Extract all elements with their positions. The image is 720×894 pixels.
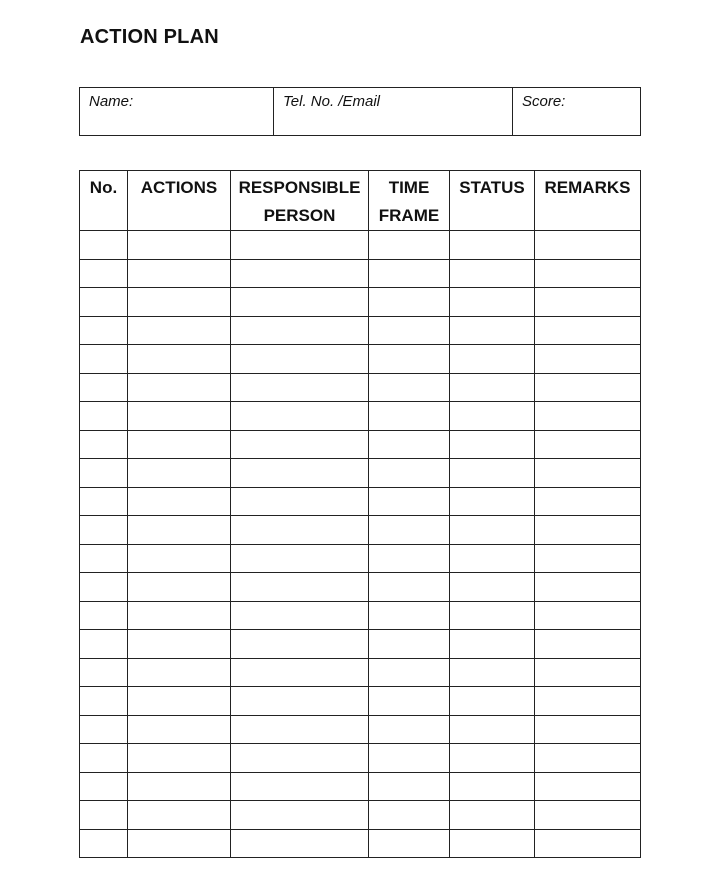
cell-remarks[interactable] — [535, 316, 641, 345]
cell-actions[interactable] — [128, 373, 231, 402]
cell-time-frame[interactable] — [369, 259, 450, 288]
cell-remarks[interactable] — [535, 487, 641, 516]
cell-no[interactable] — [80, 516, 128, 545]
cell-responsible-person[interactable] — [231, 345, 369, 374]
cell-no[interactable] — [80, 630, 128, 659]
cell-no[interactable] — [80, 715, 128, 744]
cell-responsible-person[interactable] — [231, 801, 369, 830]
cell-responsible-person[interactable] — [231, 687, 369, 716]
contact-field[interactable] — [274, 88, 513, 136]
cell-time-frame[interactable] — [369, 658, 450, 687]
cell-no[interactable] — [80, 744, 128, 773]
cell-time-frame[interactable] — [369, 516, 450, 545]
table-row — [80, 544, 641, 573]
cell-actions[interactable] — [128, 601, 231, 630]
cell-status[interactable] — [450, 801, 535, 830]
cell-no[interactable] — [80, 345, 128, 374]
cell-actions[interactable] — [128, 459, 231, 488]
cell-actions[interactable] — [128, 544, 231, 573]
cell-remarks[interactable] — [535, 687, 641, 716]
cell-actions[interactable] — [128, 259, 231, 288]
cell-no[interactable] — [80, 430, 128, 459]
header-time-frame: TIME FRAME — [369, 171, 450, 231]
cell-time-frame[interactable] — [369, 630, 450, 659]
cell-time-frame[interactable] — [369, 373, 450, 402]
cell-no[interactable] — [80, 573, 128, 602]
cell-remarks[interactable] — [535, 345, 641, 374]
cell-status[interactable] — [450, 316, 535, 345]
cell-responsible-person[interactable] — [231, 544, 369, 573]
cell-no[interactable] — [80, 288, 128, 317]
score-field[interactable] — [513, 88, 641, 136]
cell-time-frame[interactable] — [369, 801, 450, 830]
table-row — [80, 259, 641, 288]
cell-actions[interactable] — [128, 402, 231, 431]
info-table — [79, 87, 641, 136]
cell-time-frame[interactable] — [369, 402, 450, 431]
cell-remarks[interactable] — [535, 231, 641, 260]
name-label: Name: — [89, 93, 134, 110]
cell-status[interactable] — [450, 715, 535, 744]
cell-responsible-person[interactable] — [231, 459, 369, 488]
header-responsible-person: RESPONSIBLE PERSON — [231, 171, 369, 231]
table-row — [80, 231, 641, 260]
cell-remarks[interactable] — [535, 772, 641, 801]
table-row — [80, 658, 641, 687]
name-field[interactable] — [80, 88, 274, 136]
header-no: No. — [80, 171, 128, 231]
table-row — [80, 373, 641, 402]
header-status: STATUS — [450, 171, 535, 231]
cell-actions[interactable] — [128, 345, 231, 374]
cell-status[interactable] — [450, 259, 535, 288]
cell-status[interactable] — [450, 430, 535, 459]
cell-no[interactable] — [80, 402, 128, 431]
cell-time-frame[interactable] — [369, 601, 450, 630]
cell-responsible-person[interactable] — [231, 715, 369, 744]
info-row — [80, 88, 641, 136]
cell-actions[interactable] — [128, 316, 231, 345]
cell-actions[interactable] — [128, 744, 231, 773]
cell-status[interactable] — [450, 829, 535, 858]
table-row — [80, 801, 641, 830]
table-row — [80, 772, 641, 801]
table-row — [80, 687, 641, 716]
cell-status[interactable] — [450, 601, 535, 630]
table-row — [80, 288, 641, 317]
cell-remarks[interactable] — [535, 259, 641, 288]
cell-no[interactable] — [80, 829, 128, 858]
cell-no[interactable] — [80, 487, 128, 516]
header-actions: ACTIONS — [128, 171, 231, 231]
cell-actions[interactable] — [128, 288, 231, 317]
cell-no[interactable] — [80, 373, 128, 402]
cell-status[interactable] — [450, 402, 535, 431]
cell-responsible-person[interactable] — [231, 516, 369, 545]
cell-responsible-person[interactable] — [231, 601, 369, 630]
cell-responsible-person[interactable] — [231, 630, 369, 659]
table-header-row — [80, 171, 641, 231]
cell-responsible-person[interactable] — [231, 402, 369, 431]
table-row — [80, 487, 641, 516]
table-row — [80, 829, 641, 858]
table-body — [80, 231, 641, 858]
cell-actions[interactable] — [128, 687, 231, 716]
cell-remarks[interactable] — [535, 801, 641, 830]
cell-responsible-person[interactable] — [231, 430, 369, 459]
cell-responsible-person[interactable] — [231, 373, 369, 402]
header-remarks: REMARKS — [535, 171, 641, 231]
table-row — [80, 459, 641, 488]
cell-remarks[interactable] — [535, 630, 641, 659]
cell-actions[interactable] — [128, 801, 231, 830]
cell-no[interactable] — [80, 259, 128, 288]
cell-time-frame[interactable] — [369, 231, 450, 260]
cell-actions[interactable] — [128, 658, 231, 687]
cell-time-frame[interactable] — [369, 544, 450, 573]
cell-remarks[interactable] — [535, 658, 641, 687]
cell-status[interactable] — [450, 630, 535, 659]
score-label: Score: — [522, 93, 566, 110]
cell-status[interactable] — [450, 687, 535, 716]
cell-responsible-person[interactable] — [231, 316, 369, 345]
cell-time-frame[interactable] — [369, 430, 450, 459]
table-row — [80, 601, 641, 630]
cell-time-frame[interactable] — [369, 715, 450, 744]
cell-responsible-person[interactable] — [231, 573, 369, 602]
table-row — [80, 715, 641, 744]
cell-remarks[interactable] — [535, 715, 641, 744]
cell-status[interactable] — [450, 487, 535, 516]
cell-status[interactable] — [450, 459, 535, 488]
cell-actions[interactable] — [128, 829, 231, 858]
cell-time-frame[interactable] — [369, 829, 450, 858]
cell-time-frame[interactable] — [369, 288, 450, 317]
cell-time-frame[interactable] — [369, 316, 450, 345]
cell-no[interactable] — [80, 459, 128, 488]
cell-time-frame[interactable] — [369, 459, 450, 488]
cell-status[interactable] — [450, 288, 535, 317]
contact-label: Tel. No. /Email — [283, 93, 380, 110]
cell-status[interactable] — [450, 658, 535, 687]
cell-no[interactable] — [80, 316, 128, 345]
cell-no[interactable] — [80, 231, 128, 260]
table-row — [80, 744, 641, 773]
cell-time-frame[interactable] — [369, 687, 450, 716]
cell-time-frame[interactable] — [369, 573, 450, 602]
table-row — [80, 516, 641, 545]
cell-responsible-person[interactable] — [231, 658, 369, 687]
table-row — [80, 573, 641, 602]
cell-time-frame[interactable] — [369, 487, 450, 516]
cell-status[interactable] — [450, 772, 535, 801]
page-title: ACTION PLAN — [80, 26, 219, 48]
cell-actions[interactable] — [128, 487, 231, 516]
cell-remarks[interactable] — [535, 459, 641, 488]
cell-responsible-person[interactable] — [231, 231, 369, 260]
cell-responsible-person[interactable] — [231, 829, 369, 858]
cell-actions[interactable] — [128, 516, 231, 545]
cell-remarks[interactable] — [535, 516, 641, 545]
cell-remarks[interactable] — [535, 373, 641, 402]
cell-responsible-person[interactable] — [231, 744, 369, 773]
cell-remarks[interactable] — [535, 601, 641, 630]
cell-remarks[interactable] — [535, 573, 641, 602]
cell-time-frame[interactable] — [369, 744, 450, 773]
cell-responsible-person[interactable] — [231, 288, 369, 317]
table-row — [80, 316, 641, 345]
table-row — [80, 345, 641, 374]
cell-responsible-person[interactable] — [231, 772, 369, 801]
cell-no[interactable] — [80, 772, 128, 801]
cell-remarks[interactable] — [535, 829, 641, 858]
cell-remarks[interactable] — [535, 288, 641, 317]
cell-responsible-person[interactable] — [231, 487, 369, 516]
cell-remarks[interactable] — [535, 544, 641, 573]
cell-status[interactable] — [450, 573, 535, 602]
cell-actions[interactable] — [128, 630, 231, 659]
table-row — [80, 430, 641, 459]
action-plan-table — [79, 170, 641, 858]
cell-status[interactable] — [450, 544, 535, 573]
cell-status[interactable] — [450, 516, 535, 545]
cell-actions[interactable] — [128, 430, 231, 459]
cell-status[interactable] — [450, 231, 535, 260]
cell-no[interactable] — [80, 601, 128, 630]
cell-actions[interactable] — [128, 715, 231, 744]
cell-status[interactable] — [450, 373, 535, 402]
cell-actions[interactable] — [128, 231, 231, 260]
cell-time-frame[interactable] — [369, 772, 450, 801]
cell-responsible-person[interactable] — [231, 259, 369, 288]
cell-remarks[interactable] — [535, 744, 641, 773]
cell-no[interactable] — [80, 658, 128, 687]
cell-status[interactable] — [450, 345, 535, 374]
cell-actions[interactable] — [128, 573, 231, 602]
table-row — [80, 402, 641, 431]
cell-status[interactable] — [450, 744, 535, 773]
cell-actions[interactable] — [128, 772, 231, 801]
cell-time-frame[interactable] — [369, 345, 450, 374]
cell-no[interactable] — [80, 687, 128, 716]
cell-remarks[interactable] — [535, 430, 641, 459]
table-row — [80, 630, 641, 659]
cell-no[interactable] — [80, 544, 128, 573]
cell-remarks[interactable] — [535, 402, 641, 431]
cell-no[interactable] — [80, 801, 128, 830]
